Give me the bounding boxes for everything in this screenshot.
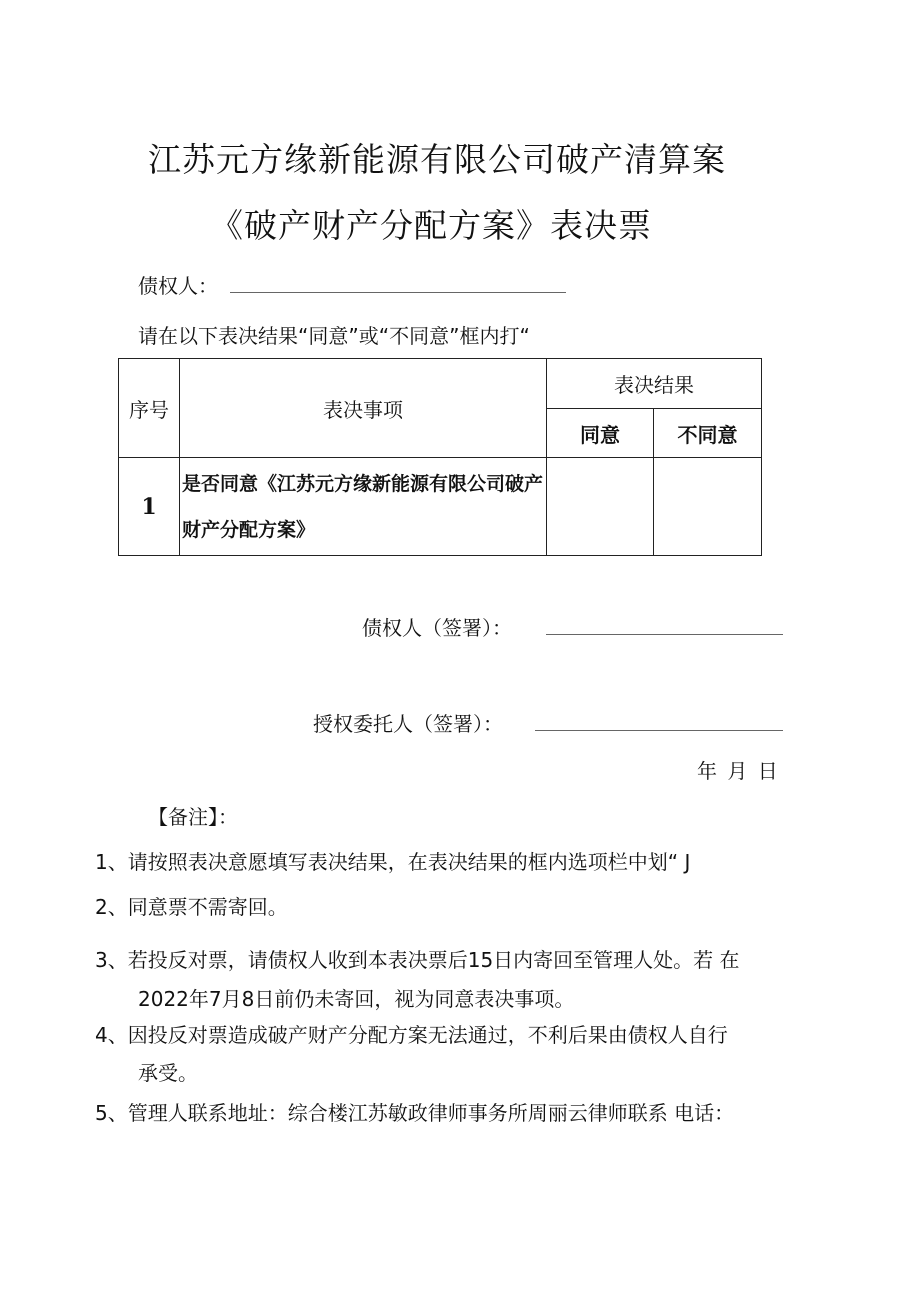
note-item: 2、同意票不需寄回。 [95, 895, 288, 919]
row-no: 1 [119, 458, 180, 556]
agree-checkbox-cell[interactable] [547, 458, 654, 556]
header-disagree: 不同意 [654, 409, 762, 458]
document-title-line1: 江苏元方缘新能源有限公司破产清算案 [148, 140, 726, 179]
note-item: 1、请按照表决意愿填写表决结果，在表决结果的框内选项栏中划“ J [95, 850, 691, 874]
notes-heading: 【备注】： [148, 805, 238, 829]
vote-table [118, 358, 762, 556]
instruction-text: 请在以下表决结果“同意”或“不同意”框内打“ [138, 324, 530, 348]
header-agree: 同意 [547, 409, 654, 458]
note-item: 3、若投反对票，请债权人收到本表决票后15日内寄回至管理人处。若 在 [95, 948, 740, 972]
note-item: 4、因投反对票造成破产财产分配方案无法通过，不利后果由债权人自行 [95, 1023, 728, 1047]
header-no: 序号 [119, 359, 180, 458]
date-label: 年 月 日 [697, 759, 778, 783]
note-item: 5、管理人联系地址：综合楼江苏敏政律师事务所周丽云律师联系 电话： [95, 1101, 735, 1125]
table-row [119, 458, 762, 556]
disagree-checkbox-cell[interactable] [654, 458, 762, 556]
creditor-sign-label: 债权人（签署）： [362, 616, 512, 640]
creditor-name-field[interactable] [230, 292, 566, 293]
header-item: 表决事项 [180, 359, 547, 458]
proxy-signature-field[interactable] [535, 730, 783, 731]
creditor-signature-field[interactable] [546, 634, 783, 635]
proxy-sign-label: 授权委托人（签署）： [313, 712, 503, 736]
document-title-line2: 《破产财产分配方案》表决票 [210, 206, 652, 245]
note-item-continuation: 2022年7月8日前仍未寄回，视为同意表决事项。 [138, 987, 575, 1011]
note-item-continuation: 承受。 [138, 1061, 198, 1085]
creditor-label: 债权人： [138, 274, 218, 298]
row-item: 是否同意《江苏元方缘新能源有限公司破产财产分配方案》 [180, 458, 547, 556]
header-result: 表决结果 [547, 359, 762, 409]
